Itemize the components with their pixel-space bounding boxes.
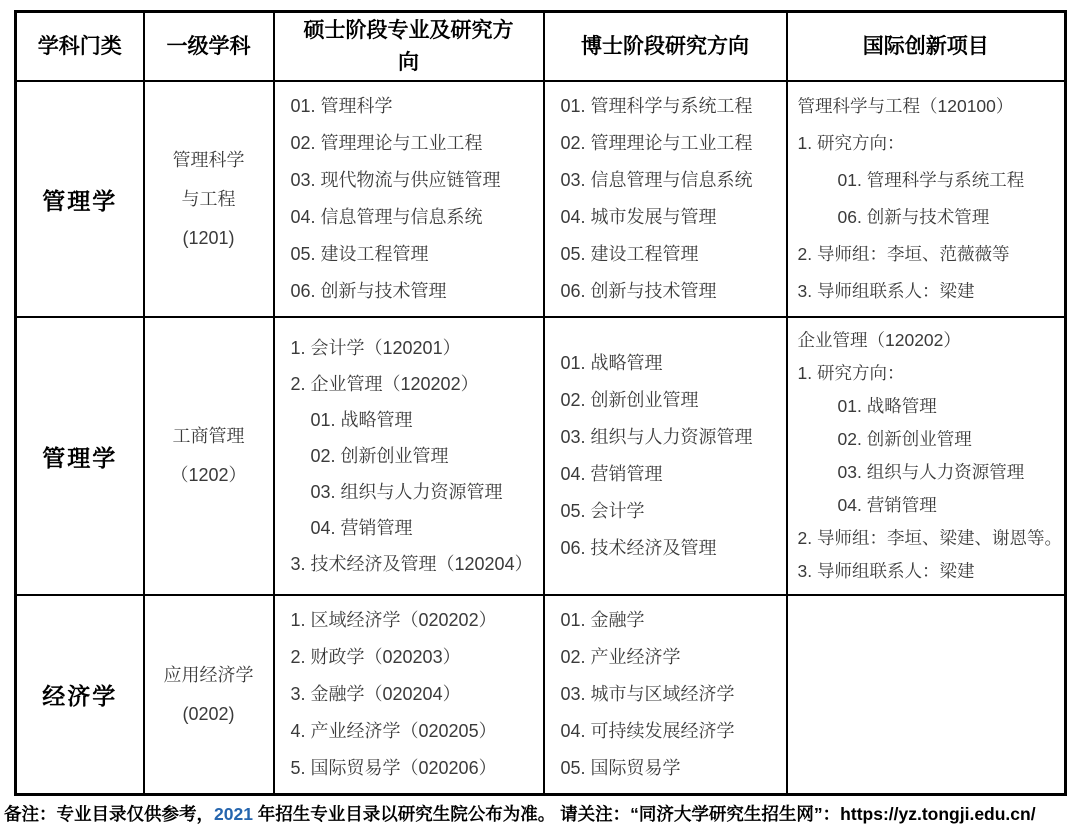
direction-item: 03. 城市与区域经济学 bbox=[560, 684, 735, 704]
table-row bbox=[16, 317, 1066, 595]
footer-note-text: 备注：专业目录仅供参考， bbox=[4, 804, 214, 824]
column-header-international-program: 国际创新项目 bbox=[787, 12, 1066, 82]
direction-item: 03. 组织与人力资源管理 bbox=[837, 462, 1025, 482]
direction-item: 4. 产业经济学（020205） bbox=[290, 721, 497, 741]
header-row bbox=[16, 12, 1066, 82]
direction-item: 01. 管理科学 bbox=[290, 96, 393, 116]
cell-discipline-category: 管理学 bbox=[16, 81, 144, 317]
cell-discipline-category: 管理学 bbox=[16, 317, 144, 595]
direction-item: 03. 现代物流与供应链管理 bbox=[290, 170, 501, 190]
direction-item: 02. 创新创业管理 bbox=[837, 429, 972, 449]
footer-note bbox=[4, 801, 1080, 826]
direction-item: 5. 国际贸易学（020206） bbox=[290, 758, 497, 778]
direction-item: 05. 建设工程管理 bbox=[290, 244, 429, 264]
direction-item: 05. 建设工程管理 bbox=[560, 244, 699, 264]
direction-item: 01. 战略管理 bbox=[310, 410, 413, 430]
column-header-master-directions: 硕士阶段专业及研究方向 bbox=[274, 12, 544, 82]
direction-item: 3. 导师组联系人：梁建 bbox=[797, 281, 975, 301]
program-table bbox=[14, 10, 1067, 796]
cell-doctoral-directions bbox=[544, 595, 787, 795]
direction-item: （1202） bbox=[170, 465, 247, 485]
cell-master-directions bbox=[274, 595, 544, 795]
cell-first-level-discipline bbox=[144, 595, 274, 795]
direction-item: 04. 可持续发展经济学 bbox=[560, 721, 735, 741]
column-header-doctoral-directions: 博士阶段研究方向 bbox=[544, 12, 787, 82]
direction-item: 01. 金融学 bbox=[560, 610, 645, 630]
direction-item: 01. 战略管理 bbox=[560, 353, 663, 373]
direction-item: 06. 创新与技术管理 bbox=[560, 281, 717, 301]
direction-item: 3. 金融学（020204） bbox=[290, 684, 461, 704]
direction-item: 05. 会计学 bbox=[560, 501, 645, 521]
direction-item: 04. 营销管理 bbox=[560, 464, 663, 484]
footer-url[interactable]: https://yz.tongji.edu.cn/ bbox=[840, 804, 1036, 824]
direction-item: 管理科学与工程（120100） bbox=[797, 96, 1014, 116]
direction-item: 05. 国际贸易学 bbox=[560, 758, 681, 778]
page bbox=[0, 10, 1080, 824]
direction-item: (0202) bbox=[182, 703, 235, 724]
footer-note-text: 年招生专业目录以研究生院公布为准。 请关注：“同济大学研究生招生网”： bbox=[252, 804, 841, 824]
direction-item: 03. 信息管理与信息系统 bbox=[560, 170, 753, 190]
direction-item: 3. 技术经济及管理（120204） bbox=[290, 554, 533, 574]
direction-item: 管理科学 bbox=[172, 149, 245, 170]
direction-item: 2. 导师组：李垣、范薇薇等 bbox=[797, 244, 1010, 264]
direction-item: 应用经济学 bbox=[163, 664, 254, 685]
cell-first-level-discipline bbox=[144, 317, 274, 595]
direction-item: 04. 信息管理与信息系统 bbox=[290, 207, 483, 227]
direction-item: 01. 战略管理 bbox=[837, 396, 937, 416]
column-header-discipline-category: 学科门类 bbox=[16, 12, 144, 82]
direction-item: 01. 管理科学与系统工程 bbox=[560, 96, 753, 116]
direction-item: 04. 城市发展与管理 bbox=[560, 207, 717, 227]
direction-item: 04. 营销管理 bbox=[310, 518, 413, 538]
direction-item: 2. 导师组：李垣、梁建、谢恩等。 bbox=[797, 528, 1062, 548]
direction-item: 1. 区域经济学（020202） bbox=[290, 610, 497, 630]
direction-item: 1. 研究方向： bbox=[797, 133, 905, 153]
direction-item: 1. 会计学（120201） bbox=[290, 338, 461, 358]
direction-item: 企业管理（120202） bbox=[797, 330, 961, 350]
direction-item: 02. 管理理论与工业工程 bbox=[560, 133, 753, 153]
direction-item: (1201) bbox=[182, 227, 235, 248]
direction-item: 2. 企业管理（120202） bbox=[290, 374, 479, 394]
cell-international-program bbox=[787, 595, 1066, 795]
cell-doctoral-directions bbox=[544, 81, 787, 317]
direction-item: 06. 创新与技术管理 bbox=[837, 207, 990, 227]
cell-first-level-discipline bbox=[144, 81, 274, 317]
direction-item: 1. 研究方向： bbox=[797, 363, 905, 383]
direction-item: 2. 财政学（020203） bbox=[290, 647, 461, 667]
cell-discipline-category: 经济学 bbox=[16, 595, 144, 795]
direction-item: 与工程 bbox=[181, 188, 236, 209]
direction-item: 06. 创新与技术管理 bbox=[290, 281, 447, 301]
direction-item: 02. 产业经济学 bbox=[560, 647, 681, 667]
column-header-first-level-discipline: 一级学科 bbox=[144, 12, 274, 82]
direction-item: 01. 管理科学与系统工程 bbox=[837, 170, 1025, 190]
direction-item: 工商管理 bbox=[172, 426, 245, 446]
cell-international-program bbox=[787, 81, 1066, 317]
footer-year: 2021 bbox=[214, 804, 253, 824]
direction-item: 02. 创新创业管理 bbox=[560, 390, 699, 410]
direction-item: 03. 组织与人力资源管理 bbox=[310, 482, 503, 502]
table-row bbox=[16, 81, 1066, 317]
direction-item: 3. 导师组联系人：梁建 bbox=[797, 561, 975, 581]
table-row bbox=[16, 595, 1066, 795]
direction-item: 03. 组织与人力资源管理 bbox=[560, 427, 753, 447]
cell-master-directions bbox=[274, 81, 544, 317]
cell-doctoral-directions bbox=[544, 317, 787, 595]
direction-item: 04. 营销管理 bbox=[837, 495, 937, 515]
direction-item: 02. 创新创业管理 bbox=[310, 446, 449, 466]
cell-master-directions bbox=[274, 317, 544, 595]
cell-international-program bbox=[787, 317, 1066, 595]
direction-item: 06. 技术经济及管理 bbox=[560, 538, 717, 558]
direction-item: 02. 管理理论与工业工程 bbox=[290, 133, 483, 153]
